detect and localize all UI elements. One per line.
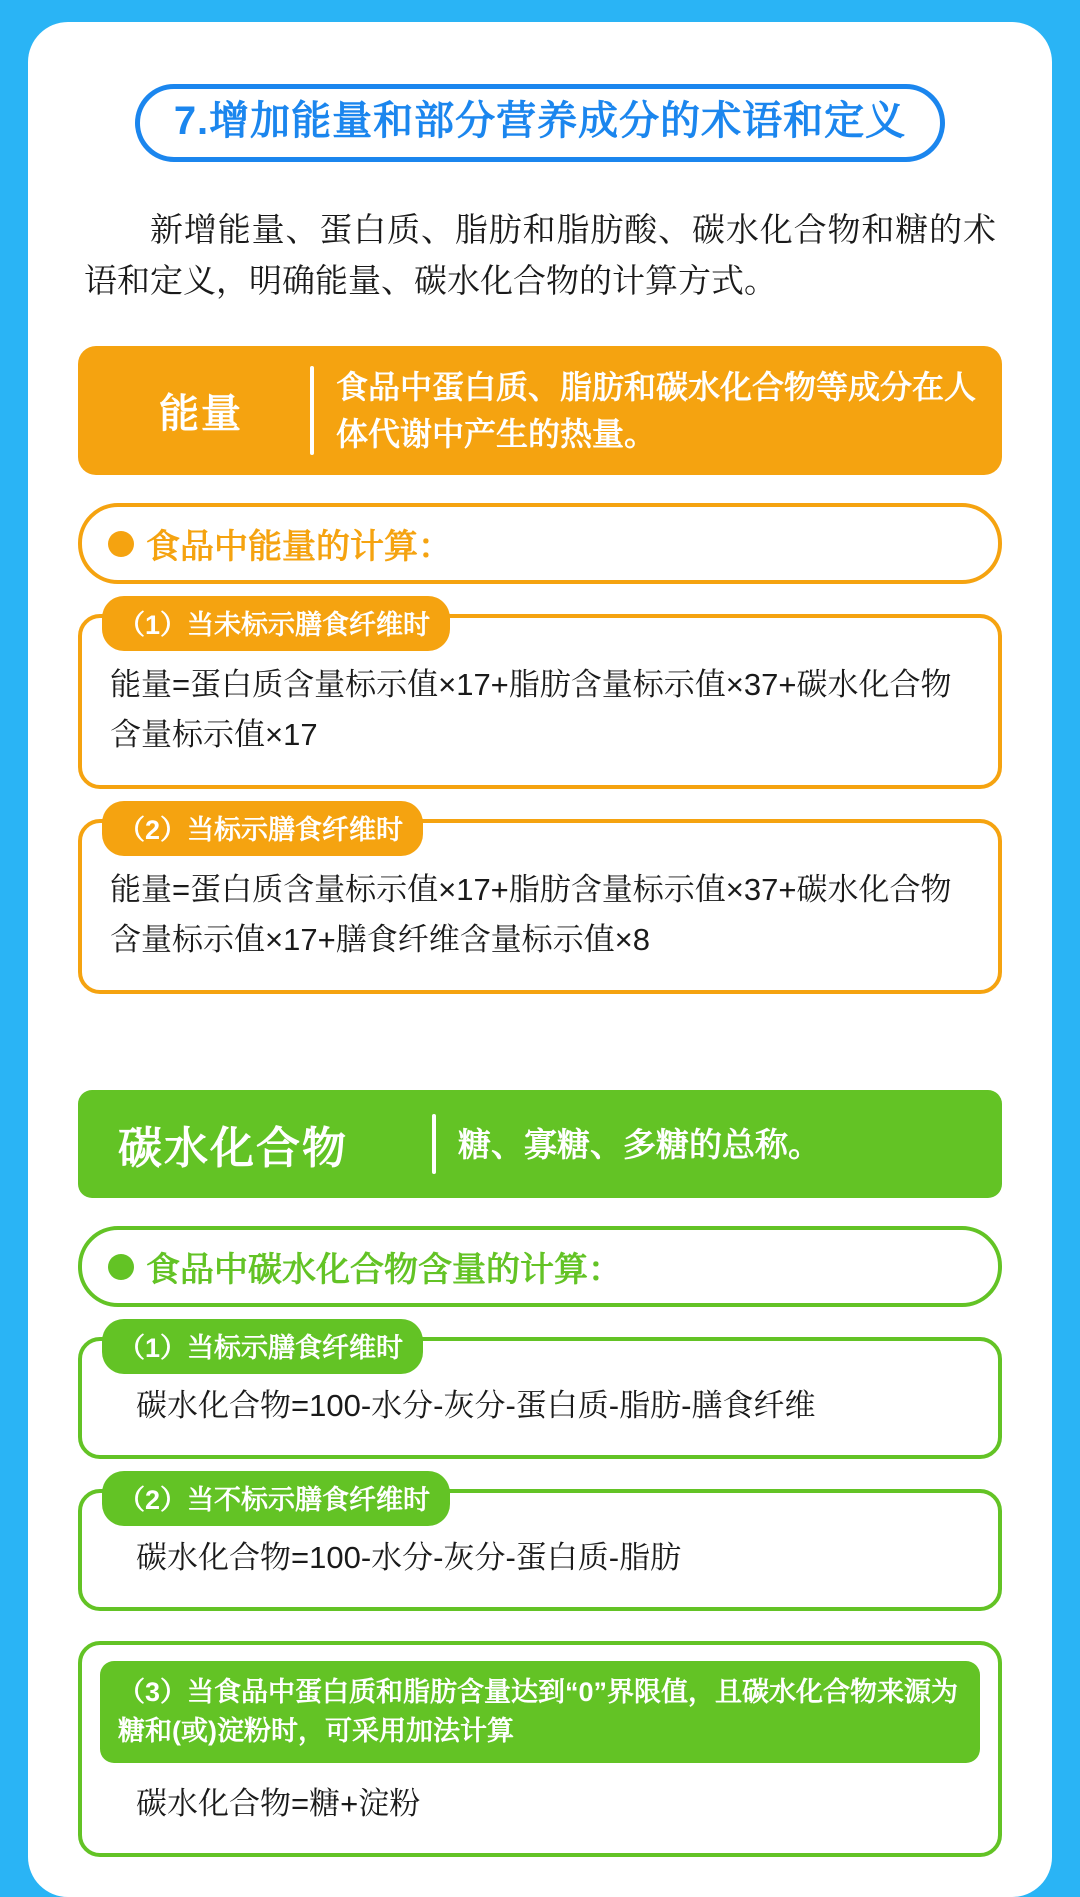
title-section bbox=[78, 84, 1002, 162]
intro-paragraph: 新增能量、蛋白质、脂肪和脂肪酸、碳水化合物和糖的术语和定义，明确能量、碳水化合物的计算方式。 bbox=[84, 211, 996, 300]
energy-formula-1-label: （1）当未标示膳食纤维时 bbox=[102, 596, 450, 651]
divider bbox=[432, 1114, 436, 1174]
bullet-dot-icon bbox=[108, 1254, 134, 1280]
carb-term-name: 碳水化合物 bbox=[118, 1124, 348, 1174]
energy-term-banner bbox=[78, 346, 1002, 475]
carb-term-definition: 糖、寡糖、多糖的总称。 bbox=[458, 1125, 821, 1163]
energy-formula-1-body: 能量=蛋白质含量标示值×17+脂肪含量标示值×37+碳水化合物含量标示值×17 bbox=[110, 667, 952, 752]
carb-formula-1-label: （1）当标示膳食纤维时 bbox=[102, 1319, 423, 1374]
bullet-dot-icon bbox=[108, 531, 134, 557]
carb-formula-1 bbox=[78, 1333, 1002, 1459]
energy-section-label: 食品中能量的计算： bbox=[146, 528, 452, 567]
page-title: 7.增加能量和部分营养成分的术语和定义 bbox=[173, 99, 907, 143]
energy-term-name: 能量 bbox=[159, 392, 243, 437]
carb-formula-3 bbox=[78, 1641, 1002, 1857]
carb-formula-2 bbox=[78, 1485, 1002, 1611]
carb-term-banner bbox=[78, 1090, 1002, 1198]
energy-formula-2-body: 能量=蛋白质含量标示值×17+脂肪含量标示值×37+碳水化合物含量标示值×17+膳食纤维含量标示值×8 bbox=[110, 872, 952, 957]
energy-term-definition: 食品中蛋白质、脂肪和碳水化合物等成分在人体代谢中产生的热量。 bbox=[336, 369, 977, 452]
energy-formula-2-label: （2）当标示膳食纤维时 bbox=[102, 801, 423, 856]
carb-formula-3-body: 碳水化合物=糖+淀粉 bbox=[136, 1785, 421, 1821]
carb-formula-2-body: 碳水化合物=100-水分-灰分-蛋白质-脂肪 bbox=[136, 1540, 682, 1576]
section-spacer bbox=[78, 994, 1002, 1050]
carb-formula-3-label: （3）当食品中蛋白质和脂肪含量达到“0”界限值，且碳水化合物来源为糖和(或)淀粉时，可采用加法计算 bbox=[100, 1661, 980, 1763]
carb-formula-2-label: （2）当不标示膳食纤维时 bbox=[102, 1471, 450, 1526]
content-card bbox=[28, 22, 1052, 1897]
energy-formula-2 bbox=[78, 815, 1002, 994]
energy-formula-1 bbox=[78, 610, 1002, 789]
energy-section-header bbox=[78, 503, 1002, 584]
carb-section-header bbox=[78, 1226, 1002, 1307]
carb-formula-1-body: 碳水化合物=100-水分-灰分-蛋白质-脂肪-膳食纤维 bbox=[136, 1388, 816, 1424]
title-pill bbox=[135, 84, 945, 162]
carb-section-label: 食品中碳水化合物含量的计算： bbox=[146, 1251, 622, 1290]
divider bbox=[310, 366, 314, 455]
